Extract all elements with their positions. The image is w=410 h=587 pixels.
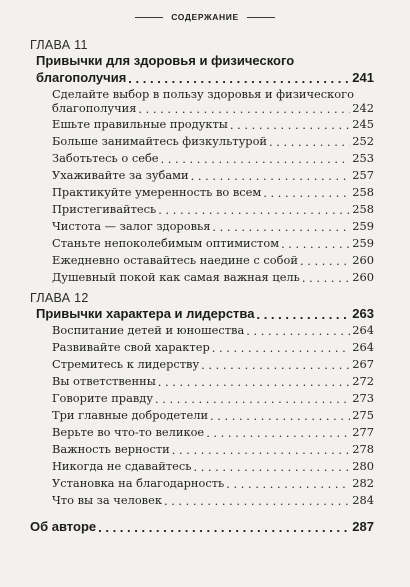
chapter-11-title-line2: благополучия (36, 70, 127, 85)
leader-dots (206, 426, 350, 437)
toc-entry[interactable] (52, 202, 374, 216)
toc-entry-title: благополучия (52, 101, 137, 115)
toc-entry-title: Ухаживайте за зубами (52, 168, 189, 182)
page-number: 258 (352, 202, 374, 216)
leader-dots (230, 118, 350, 129)
toc-entry-title: Ежедневно оставайтесь наедине с собой (52, 253, 298, 267)
leader-dots (172, 443, 350, 454)
toc-entry[interactable] (52, 134, 374, 148)
toc-entry-title: Установка на благодарность (52, 476, 225, 490)
toc-entry[interactable] (52, 219, 374, 233)
page-number: 264 (352, 340, 374, 354)
page-number: 282 (352, 476, 374, 490)
leader-dots (193, 460, 350, 471)
page-number: 272 (352, 374, 374, 388)
header-rule-left (135, 17, 163, 18)
toc-entry-title: Заботьтесь о себе (52, 151, 159, 165)
toc-entry[interactable] (52, 476, 374, 490)
toc-entry[interactable] (52, 442, 374, 456)
page-number: 280 (352, 459, 374, 473)
leader-dots (302, 271, 350, 282)
toc-entry[interactable] (52, 151, 374, 165)
running-header (0, 9, 410, 25)
toc-entry-title: Пристегивайтесь (52, 202, 157, 216)
chapter-12-title: Привычки характера и лидерства (36, 306, 255, 321)
toc-entry-title: Станьте непоколебимым оптимистом (52, 236, 280, 250)
page-number: 278 (352, 442, 374, 456)
toc-entry[interactable] (52, 493, 374, 507)
toc-entry[interactable] (52, 168, 374, 182)
toc-entry-title: Развивайте свой характер (52, 340, 210, 354)
chapter-12-title-row[interactable] (36, 306, 374, 321)
toc-entry[interactable] (52, 270, 374, 284)
leader-dots (164, 494, 350, 505)
toc-entry-title: Стремитесь к лидерству (52, 357, 200, 371)
toc-entry[interactable] (52, 185, 374, 199)
toc-entry-title: Верьте во что-то великое (52, 425, 205, 439)
leader-dots (226, 477, 350, 488)
page-number: 287 (352, 519, 374, 534)
leader-dots (256, 307, 350, 320)
leader-dots (98, 520, 350, 533)
toc-entry-title: Говорите правду (52, 391, 154, 405)
page-number: 245 (352, 117, 374, 131)
toc-entry-title: Важность верности (52, 442, 170, 456)
header-rule-right (247, 17, 275, 18)
toc-entry-line1: Сделайте выбор в пользу здоровья и физического (52, 87, 354, 101)
page-number: 259 (352, 236, 374, 250)
leader-dots (300, 254, 350, 265)
toc-entry[interactable] (52, 253, 374, 267)
leader-dots (212, 220, 350, 231)
toc-entry[interactable] (52, 340, 374, 354)
header-title: СОДЕРЖАНИЕ (171, 12, 239, 22)
toc-entry[interactable] (52, 374, 374, 388)
page-number: 263 (352, 306, 374, 321)
page-number: 284 (352, 493, 374, 507)
toc-entry-title: Вы ответственны (52, 374, 156, 388)
page-number: 264 (352, 323, 374, 337)
toc-entry[interactable] (52, 391, 374, 405)
leader-dots (210, 409, 350, 420)
page-number: 267 (352, 357, 374, 371)
toc-entry-title: Больше занимайтесь физкультурой (52, 134, 268, 148)
page-number: 253 (352, 151, 374, 165)
page-number: 241 (352, 70, 374, 85)
page-number: 275 (352, 408, 374, 422)
toc-entry[interactable] (52, 323, 374, 337)
toc-entry[interactable] (52, 101, 374, 115)
toc-entry-title: Три главные добродетели (52, 408, 209, 422)
leader-dots (246, 324, 350, 335)
about-author-title: Об авторе (30, 519, 97, 534)
page-number: 257 (352, 168, 374, 182)
page-number: 252 (352, 134, 374, 148)
toc-entry[interactable] (52, 357, 374, 371)
leader-dots (138, 102, 350, 113)
page-number: 260 (352, 253, 374, 267)
leader-dots (201, 358, 350, 369)
chapter-11-title-line1: Привычки для здоровья и физического (36, 53, 295, 68)
leader-dots (269, 135, 350, 146)
page-number: 258 (352, 185, 374, 199)
toc-entry-title: Никогда не сдавайтесь (52, 459, 192, 473)
leader-dots (281, 237, 350, 248)
toc-entry[interactable] (52, 425, 374, 439)
toc-entry-title: Воспитание детей и юношества (52, 323, 245, 337)
chapter-12-label: ГЛАВА 12 (30, 291, 89, 305)
page-number: 273 (352, 391, 374, 405)
about-author-row[interactable] (30, 519, 374, 534)
toc-entry[interactable] (52, 236, 374, 250)
toc-entry-title: Чистота — залог здоровья (52, 219, 211, 233)
leader-dots (263, 186, 350, 197)
toc-entry-title: Ешьте правильные продукты (52, 117, 228, 131)
leader-dots (212, 341, 351, 352)
page-number: 277 (352, 425, 374, 439)
leader-dots (158, 203, 350, 214)
page-number: 259 (352, 219, 374, 233)
page-number: 260 (352, 270, 374, 284)
toc-entry-title: Практикуйте умеренность во всем (52, 185, 262, 199)
leader-dots (161, 152, 351, 163)
leader-dots (155, 392, 350, 403)
leader-dots (191, 169, 351, 180)
chapter-11-label: ГЛАВА 11 (30, 38, 88, 52)
toc-entry[interactable] (52, 459, 374, 473)
toc-entry[interactable] (52, 117, 374, 131)
chapter-11-title-row[interactable] (36, 70, 374, 85)
leader-dots (128, 71, 350, 84)
toc-entry-title: Душевный покой как самая важная цель (52, 270, 300, 284)
leader-dots (158, 375, 350, 386)
toc-entry[interactable] (52, 408, 374, 422)
page-number: 242 (352, 101, 374, 115)
toc-entry-title: Что вы за человек (52, 493, 162, 507)
